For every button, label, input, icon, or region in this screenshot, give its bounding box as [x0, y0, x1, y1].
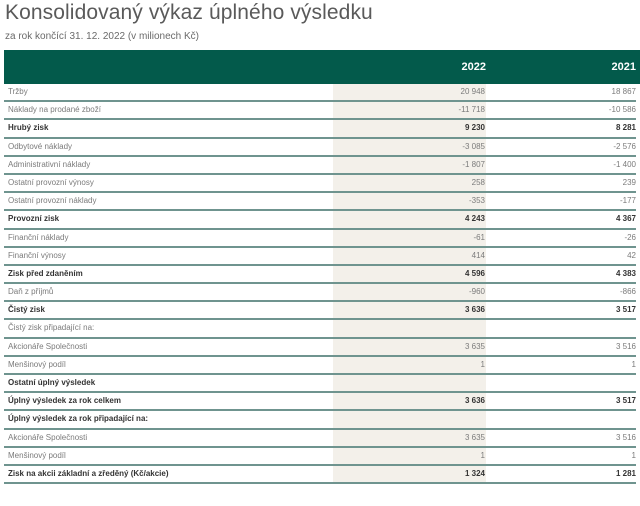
table-row [4, 411, 636, 429]
row-label: Menšinový podíl [8, 359, 66, 369]
table-row [4, 120, 636, 138]
cell-2021 [486, 375, 636, 391]
row-label: Finanční výnosy [8, 250, 66, 260]
cell-2021: 3 516 [615, 432, 636, 442]
cell-2022 [333, 411, 486, 427]
cell-2022: 9 230 [333, 120, 486, 136]
row-label: Ostatní provozní výnosy [8, 177, 94, 187]
table-row [4, 175, 636, 193]
row-label: Ostatní provozní náklady [8, 196, 97, 206]
row-label: Tržby [8, 87, 28, 96]
table-row [4, 302, 636, 320]
row-label: Menšinový podíl [8, 450, 66, 460]
cell-2022: 1 [333, 448, 486, 464]
cell-2022: 4 596 [333, 266, 486, 282]
cell-2021: -2 576 [613, 141, 636, 151]
row-label: Ostatní úplný výsledek [8, 378, 96, 387]
cell-2021: 239 [622, 177, 636, 187]
cell-2022: 20 948 [333, 84, 486, 100]
cell-2021: -1 400 [613, 159, 636, 169]
cell-2022: 1 324 [333, 466, 486, 482]
table-header [4, 50, 640, 84]
table-body [4, 84, 640, 484]
row-label: Akcionáře Společnosti [8, 432, 88, 442]
cell-2022: -960 [333, 284, 486, 300]
table-row [4, 284, 636, 302]
table-row [4, 266, 636, 284]
cell-2021: 3 517 [615, 396, 636, 406]
row-label: Daň z příjmů [8, 287, 54, 297]
table-row [4, 139, 636, 157]
cell-2021 [486, 411, 636, 427]
table-row [4, 393, 636, 411]
row-label: Zisk na akcii základní a zředěný (Kč/akcie) [8, 468, 169, 478]
cell-2021: 4 383 [615, 268, 636, 278]
cell-2021: -866 [619, 287, 636, 297]
row-label: Akcionáře Společnosti [8, 341, 88, 351]
cell-2022: 258 [333, 175, 486, 191]
cell-2022: 4 243 [333, 211, 486, 227]
cell-2021: 42 [627, 250, 636, 260]
cell-2022: 3 636 [333, 393, 486, 409]
row-label: Čistý zisk připadající na: [8, 323, 95, 333]
cell-2021: 1 [631, 359, 636, 369]
table-row [4, 193, 636, 211]
column-header-2021: 2021 [611, 61, 636, 73]
cell-2022: 3 635 [333, 339, 486, 355]
cell-2022: -1 807 [333, 157, 486, 173]
cell-2021: 1 [631, 450, 636, 460]
cell-2021: 18 867 [611, 87, 636, 96]
table-row [4, 339, 636, 357]
cell-2022: 414 [333, 248, 486, 264]
table-row [4, 102, 636, 120]
cell-2021: 3 517 [615, 305, 636, 315]
table-row [4, 448, 636, 466]
income-statement-table [4, 50, 640, 484]
cell-2021: -10 586 [608, 105, 636, 115]
row-label: Náklady na prodané zboží [8, 105, 101, 115]
table-row [4, 375, 636, 393]
row-label: Úplný výsledek za rok připadající na: [8, 414, 149, 424]
row-label: Úplný výsledek za rok celkem [8, 396, 121, 406]
cell-2022 [333, 320, 486, 336]
cell-2022: -61 [333, 230, 486, 246]
table-row [4, 157, 636, 175]
cell-2022 [333, 375, 486, 391]
cell-2022: -3 085 [333, 139, 486, 155]
cell-2021: 3 516 [615, 341, 636, 351]
table-row [4, 357, 636, 375]
table-row [4, 430, 636, 448]
row-label: Čistý zisk [8, 305, 45, 315]
page-subtitle: za rok končící 31. 12. 2022 (v milionech Kč) [5, 31, 199, 42]
cell-2021: 8 281 [615, 123, 636, 133]
cell-2021: -26 [624, 232, 636, 242]
row-label: Zisk před zdaněním [8, 268, 83, 278]
row-label: Odbytové náklady [8, 141, 73, 151]
cell-2021: 1 281 [615, 468, 636, 478]
row-label: Administrativní náklady [8, 159, 91, 169]
page-title: Konsolidovaný výkaz úplného výsledku [5, 1, 373, 24]
row-label: Hrubý zisk [8, 123, 49, 133]
row-label: Provozní zisk [8, 214, 60, 224]
cell-2022: -11 718 [333, 102, 486, 118]
cell-2021 [486, 320, 636, 336]
cell-2022: 1 [333, 357, 486, 373]
row-label: Finanční náklady [8, 232, 69, 242]
table-row [4, 320, 636, 338]
cell-2021: 4 367 [615, 214, 636, 224]
table-row [4, 248, 636, 266]
table-row [4, 84, 636, 102]
table-row [4, 230, 636, 248]
cell-2021: -177 [619, 196, 636, 206]
cell-2022: 3 635 [333, 430, 486, 446]
table-row [4, 466, 636, 484]
cell-2022: -353 [333, 193, 486, 209]
column-header-2022: 2022 [461, 61, 486, 73]
cell-2022: 3 636 [333, 302, 486, 318]
table-row [4, 211, 636, 229]
